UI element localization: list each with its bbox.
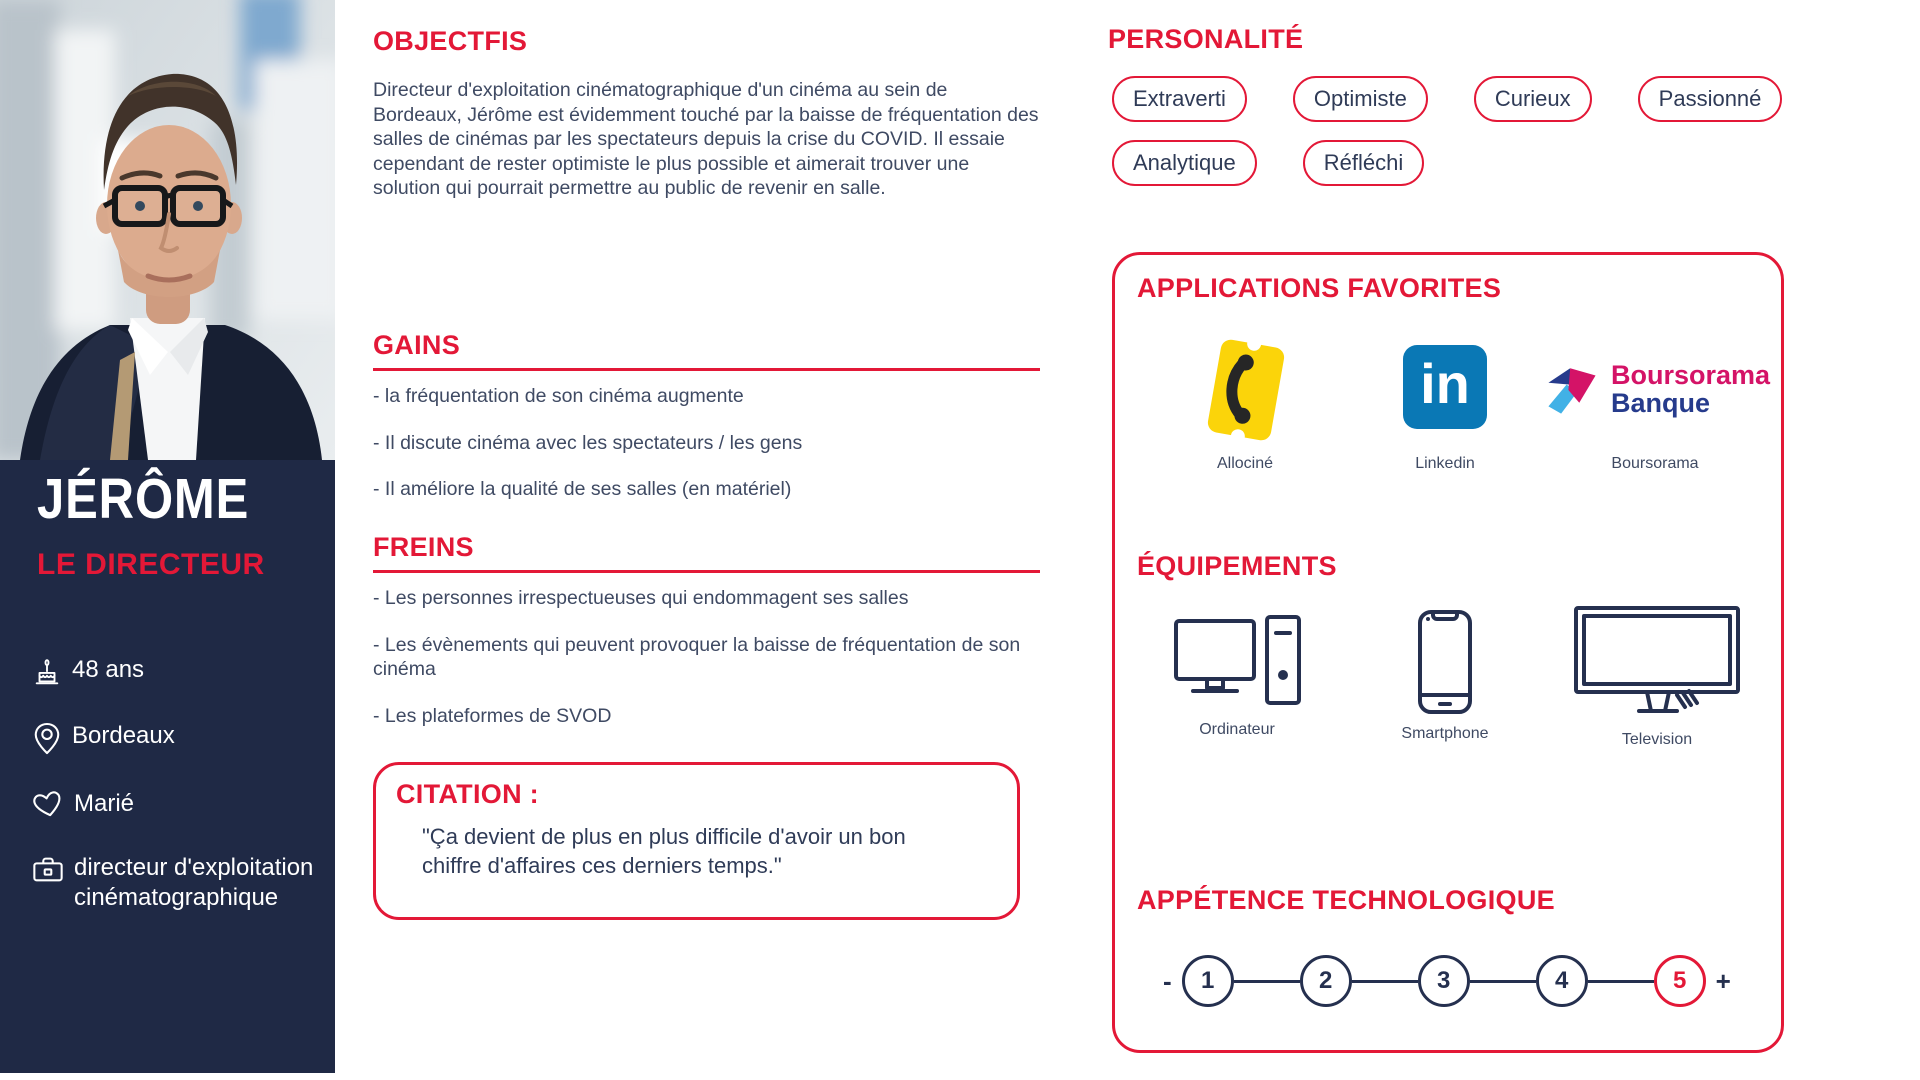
boursorama-logo [1543,361,1770,419]
allocine-ticket-phone-icon [1206,338,1285,442]
scale-level-5-number: 5 [1672,967,1687,994]
objectifs-title: OBJECTFIS [373,26,528,56]
objectifs-text: Directeur d'exploitation cinématographique d'un cinéma au sein de Bordeaux, Jérôme est évidemment touché par la baisse de fréquentation des salles de cinémas par les spectateurs depuis la crise du COVID. Il essaie cependant de rester optimiste le plus possible et aimerait trouver une solution qui pourrait permettre au public de revenir en salle. [373,79,1039,200]
scale-level-3-number: 3 [1436,967,1451,994]
citation-title: CITATION : [396,779,539,809]
detail-city [32,721,317,756]
gains-item: - Il améliore la qualité de ses salles (en matériel) [373,478,792,501]
scale-level-3 [1418,955,1470,1007]
smartphone-icon [1417,609,1473,715]
scale-level-4 [1536,955,1588,1007]
freins-rule [373,570,1040,573]
gains-item: - la fréquentation de son cinéma augmente [373,385,744,407]
app-label-allocine: Allociné [1216,455,1274,472]
scale-level-1-number: 1 [1200,967,1215,994]
location-pin-icon [32,722,62,756]
sidebar [0,0,335,1073]
boursorama-wordmark [1611,362,1770,417]
personality-pill: Extraverti [1112,76,1247,122]
persona-photo [0,0,335,460]
personality-pills [1112,76,1812,186]
app-label-linkedin: Linkedin [1415,455,1475,472]
linkedin-glyph: in [1420,352,1470,415]
phone-handset-glyph [1206,338,1285,442]
scale-max-label: + [1715,965,1731,996]
freins-item: - Les personnes irrespectueuses qui endommagent ses salles [373,587,909,609]
personality-pill: Réfléchi [1303,140,1424,186]
linkedin-icon [1403,345,1487,429]
boursorama-wordmark-line1: Boursorama [1611,360,1771,391]
personality-pill: Analytique [1112,140,1257,186]
scale-level-1 [1182,955,1234,1007]
equipment-label-ordinateur: Ordinateur [1199,721,1275,738]
apps-title: APPLICATIONS FAVORITES [1137,273,1502,303]
persona-name: JÉRÔME [37,467,250,531]
app-label-boursorama: Boursorama [1611,455,1699,472]
detail-job-label: directeur d'exploitation cinématographique [74,854,314,911]
scale-level-5-selected [1654,955,1706,1007]
tech-appetite-scale [1163,955,1731,1007]
scale-connector [1588,980,1654,983]
gains-rule [373,368,1040,371]
boursorama-wordmark-line2: Banque [1611,388,1711,418]
personality-pill: Optimiste [1293,76,1428,122]
scale-level-4-number: 4 [1554,967,1569,994]
personality-pill: Curieux [1474,76,1592,122]
freins-item: - Les plateformes de SVOD [373,704,612,727]
personality-title: PERSONALITÉ [1108,24,1304,54]
personality-pill: Passionné [1638,76,1783,122]
equipment-label-television: Television [1621,731,1693,748]
detail-marital-label: Marié [74,790,135,817]
right-panel [1112,252,1784,1053]
citation-box [373,762,1020,920]
tech-appetite-title: APPÉTENCE TECHNOLOGIQUE [1137,885,1555,915]
briefcase-icon [32,854,64,884]
scale-level-2 [1300,955,1352,1007]
freins-item: - Les évènements qui peuvent provoquer la baisse de fréquentation de son cinéma [373,633,1021,681]
boursorama-arrow-icon [1543,361,1601,419]
detail-marital [32,789,317,820]
heart-icon [32,790,64,820]
television-icon [1573,605,1743,723]
citation-quote: "Ça devient de plus en plus difficile d'avoir un bon chiffre d'affaires ces derniers temps." [422,824,906,878]
freins-title: FREINS [373,532,474,562]
gains-list [373,384,1040,524]
gains-item: - Il discute cinéma avec les spectateurs / les gens [373,431,803,454]
detail-job [32,853,317,913]
scale-connector [1470,980,1536,983]
birthday-cake-icon [32,656,62,688]
scale-connector [1352,980,1418,983]
equipment-label-smartphone: Smartphone [1401,725,1489,742]
scale-level-2-number: 2 [1318,967,1333,994]
detail-age [32,655,317,688]
equipment-title: ÉQUIPEMENTS [1137,551,1337,581]
detail-age-label: 48 ans [72,656,145,683]
freins-list [373,586,1040,750]
persona-details [32,655,317,913]
gains-title: GAINS [373,330,461,360]
desktop-computer-icon [1173,613,1305,715]
detail-city-label: Bordeaux [72,722,175,749]
persona-role: LE DIRECTEUR [37,548,265,581]
scale-connector [1234,980,1300,983]
scale-min-label: - [1163,965,1172,996]
